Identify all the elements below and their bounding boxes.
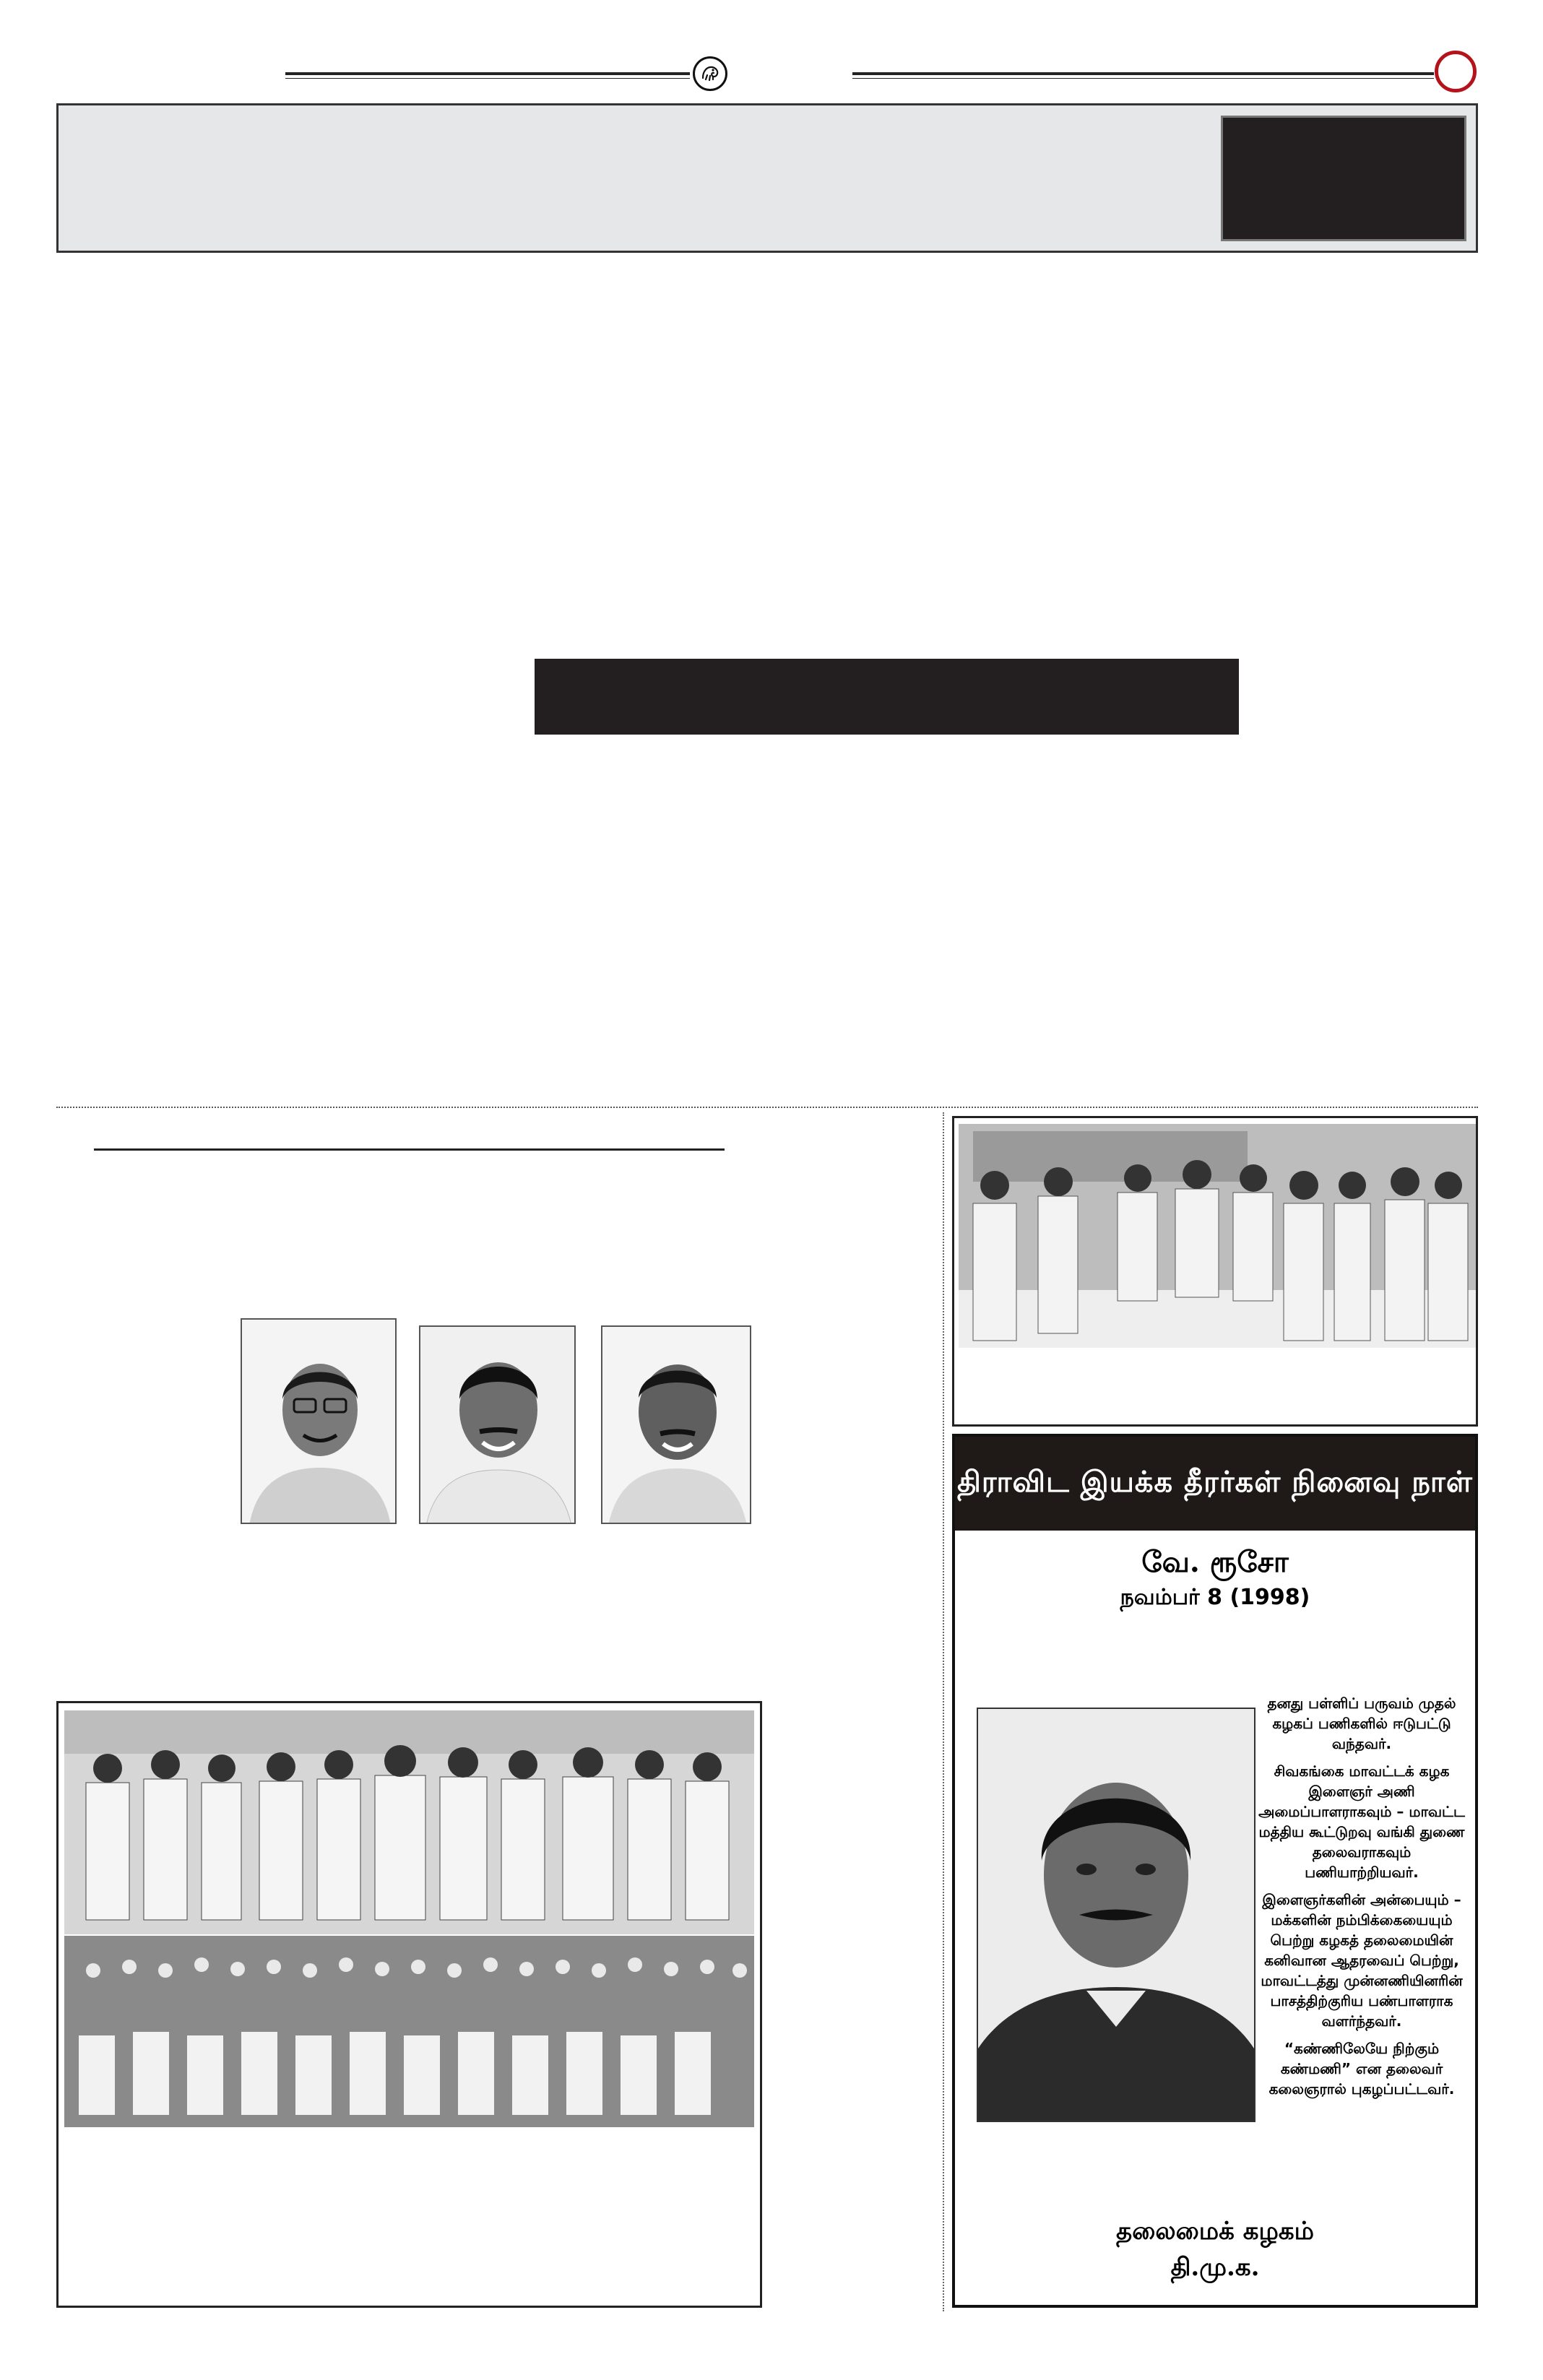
newspaper-logo-icon xyxy=(693,56,727,91)
memorial-date: நவம்பர் 8 (1998) xyxy=(1120,1585,1310,1610)
memorial-footer-org: தலைமைக் கழகம் xyxy=(1116,2217,1314,2246)
portrait-photo-3 xyxy=(601,1325,751,1524)
event-group-photo xyxy=(56,1701,762,2308)
page-number-ring xyxy=(1435,51,1477,92)
portrait-photo-2 xyxy=(419,1325,576,1524)
memorial-paragraph: சிவகங்கை மாவட்டக் கழக இளைஞர் அணி அமைப்பாளராகவும் – மாவட்ட மத்திய கூட்டுறவு வங்கி துணை தலைவராகவும் பணியாற்றியவர். xyxy=(1258,1762,1465,1881)
memorial-paragraph: தனது பள்ளிப் பருவம் முதல் கழகப் பணிகளில் ஈடுபட்டு வந்தவர். xyxy=(1267,1695,1456,1752)
article-heading-rule xyxy=(94,1148,725,1151)
memorial-portrait xyxy=(977,1708,1255,2122)
memorial-paragraph: “கண்ணிலேயே நிற்கும் கண்மணி” என தலைவர் கலைஞரால் புகழப்பட்டவர். xyxy=(1268,2040,1455,2098)
column-divider-dotted xyxy=(943,1112,944,2311)
header-rule-right-thin xyxy=(852,78,1434,79)
memorial-footer-party: தி.மு.க. xyxy=(1170,2253,1260,2282)
header-rule-left-thin xyxy=(285,78,690,79)
memorial-paragraph: இளைஞர்களின் அன்பையும் – மக்களின் நம்பிக்கையையும் பெற்று கழகத் தலைமையின் கனிவான ஆதரவைப் பெற்று, மாவட்டத்து முன்னணியினரின் பாசத்திற்குரிய பண்பாளராக வளர்ந்தவர். xyxy=(1261,1891,1463,2030)
memorial-header: திராவிட இயக்க தீரர்கள் நினைவு நாள் xyxy=(955,1437,1475,1531)
portrait-photo-1 xyxy=(241,1318,397,1524)
school-event-photo xyxy=(952,1116,1478,1427)
section-banner xyxy=(535,659,1239,735)
memorial-name: வே. ரூசோ xyxy=(1141,1545,1289,1579)
memorial-biography xyxy=(1257,1693,1466,2106)
header-rule-right xyxy=(852,72,1434,75)
header-rule-left xyxy=(285,72,690,75)
headline-dark-panel xyxy=(1221,116,1466,241)
memorial-notice xyxy=(952,1434,1478,2308)
section-divider-dotted xyxy=(56,1107,1478,1108)
